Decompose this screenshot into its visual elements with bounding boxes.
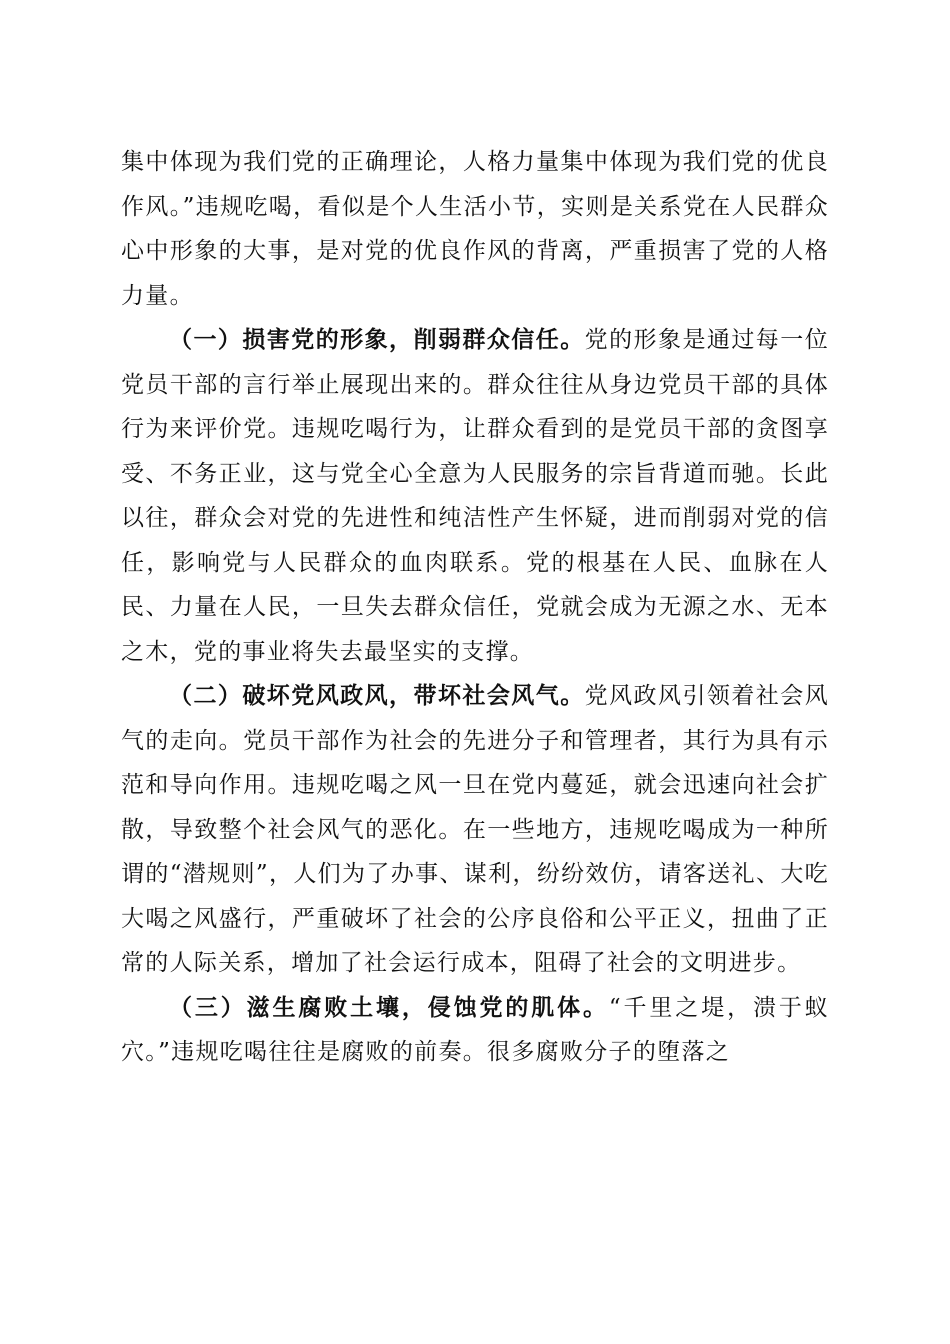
paragraph-text: 党风政风引领着社会风气的走向。党员干部作为社会的先进分子和管理者，其行为具有示范和导向作用。违规吃喝之风一旦在党内蔓延，就会迅速向社会扩散，导致整个社会风气的恶化。在一些地方，违规吃喝成为一种所谓的“潜规则”，人们为了办事、谋利，纷纷效仿，请客送礼、大吃大喝之风盛行，严重破坏了社会的公序良俗和公平正义，扭曲了正常的人际关系，增加了社会运行成本，阻碍了社会的文明进步。	[121, 683, 830, 976]
paragraph-section-3	[121, 986, 829, 1075]
section-heading: （一）损害党的形象，削弱群众信任。	[169, 326, 585, 353]
paragraph-continuation	[121, 140, 829, 318]
paragraph-text: 集中体现为我们党的正确理论，人格力量集中体现为我们党的优良作风。”违规吃喝，看似是个人生活小节，实则是关系党在人民群众心中形象的大事，是对党的优良作风的背离，严重损害了党的人格力量。	[121, 149, 829, 309]
paragraph-text: “千里之堤，溃于蚁穴。”违规吃喝往往是腐败的前奏。很多腐败分子的堕落之	[121, 994, 829, 1065]
section-heading: （二）破坏党风政风，带坏社会风气。	[169, 682, 585, 709]
section-heading: （三）滋生腐败土壤，侵蚀党的肌体。	[169, 993, 609, 1021]
paragraph-section-1	[121, 318, 829, 674]
paragraph-text: 党的形象是通过每一位党员干部的言行举止展现出来的。群众往往从身边党员干部的具体行为来评价党。违规吃喝行为，让群众看到的是党员干部的贪图享受、不务正业，这与党全心全意为人民服务的宗旨背道而驰。长此以往，群众会对党的先进性和纯洁性产生怀疑，进而削弱对党的信任，影响党与人民群众的血肉联系。党的根基在人民、血脉在人民、力量在人民，一旦失去群众信任，党就会成为无源之水、无本之木，党的事业将失去最坚实的支撑。	[121, 327, 830, 665]
document-body	[121, 140, 829, 1075]
paragraph-section-2	[121, 674, 829, 986]
